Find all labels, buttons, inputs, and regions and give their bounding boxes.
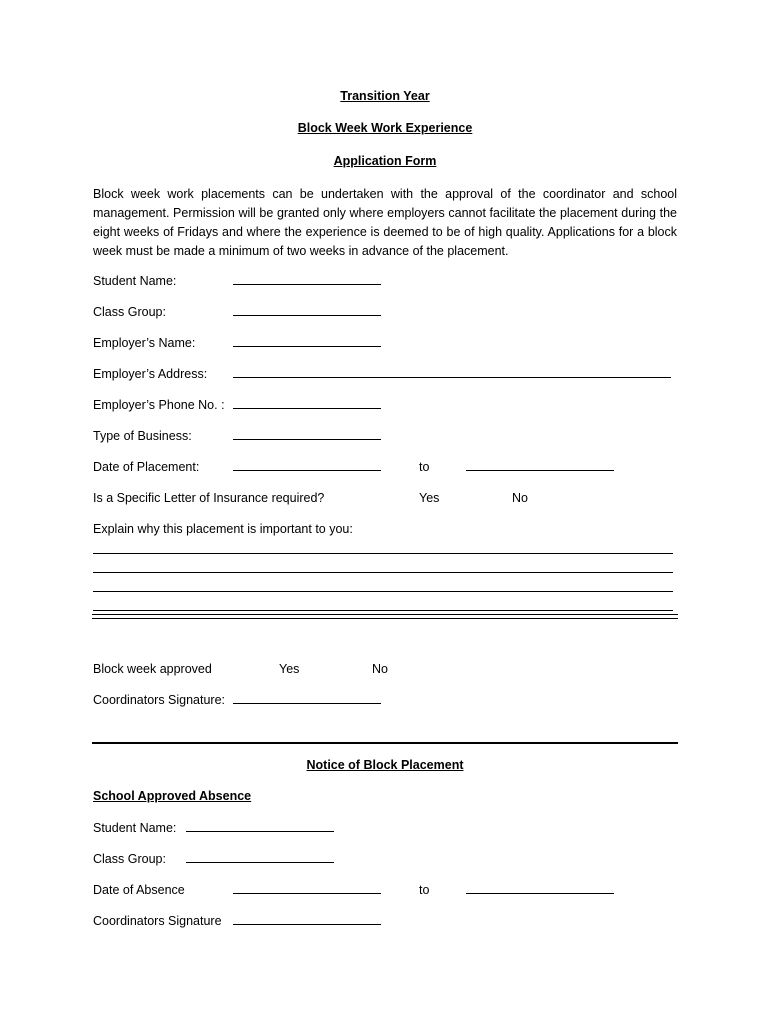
approval-no-option[interactable]: No	[372, 662, 388, 676]
explain-line-3[interactable]	[93, 591, 673, 592]
notice-coordinator-signature-label: Coordinators Signature	[93, 914, 222, 928]
student-name-field[interactable]	[233, 272, 381, 285]
notice-divider	[92, 742, 678, 744]
employer-name-label: Employer’s Name:	[93, 336, 196, 350]
insurance-question-label: Is a Specific Letter of Insurance required?	[93, 491, 325, 505]
coordinator-signature-field[interactable]	[233, 691, 381, 704]
document-title: Transition Year	[340, 89, 430, 103]
placement-to-label: to	[419, 460, 430, 474]
class-group-field[interactable]	[233, 303, 381, 316]
notice-coordinator-signature-field[interactable]	[233, 912, 381, 925]
employer-name-field[interactable]	[233, 334, 381, 347]
business-type-field[interactable]	[233, 427, 381, 440]
notice-class-group-field[interactable]	[186, 850, 334, 863]
absence-to-label: to	[419, 883, 430, 897]
notice-student-name-label: Student Name:	[93, 821, 177, 835]
employer-address-field[interactable]	[233, 365, 671, 378]
insurance-no-option[interactable]: No	[512, 491, 528, 505]
employer-phone-label: Employer’s Phone No. :	[93, 398, 225, 412]
approval-yes-option[interactable]: Yes	[279, 662, 300, 676]
employer-address-label: Employer’s Address:	[93, 367, 208, 381]
absence-date-label: Date of Absence	[93, 883, 185, 897]
explain-line-4[interactable]	[93, 610, 673, 611]
section-divider	[92, 614, 678, 619]
absence-start-date-field[interactable]	[233, 881, 381, 894]
notice-title: Notice of Block Placement	[306, 758, 464, 772]
insurance-yes-option[interactable]: Yes	[419, 491, 440, 505]
notice-class-group-label: Class Group:	[93, 852, 166, 866]
placement-end-date-field[interactable]	[466, 458, 614, 471]
explain-line-2[interactable]	[93, 572, 673, 573]
block-week-approved-label: Block week approved	[93, 662, 212, 676]
placement-start-date-field[interactable]	[233, 458, 381, 471]
coordinator-signature-label: Coordinators Signature:	[93, 693, 226, 707]
placement-date-label: Date of Placement:	[93, 460, 200, 474]
employer-phone-field[interactable]	[233, 396, 381, 409]
notice-student-name-field[interactable]	[186, 819, 334, 832]
class-group-label: Class Group:	[93, 305, 166, 319]
business-type-label: Type of Business:	[93, 429, 192, 443]
explain-line-1[interactable]	[93, 553, 673, 554]
notice-subtitle: School Approved Absence	[93, 789, 252, 803]
student-name-label: Student Name:	[93, 274, 177, 288]
intro-paragraph: Block week work placements can be undertaken with the approval of the coordinator and school management. Permission will be granted only where employers cannot facilitate the placement during the eight weeks of Fridays and where the experience is deemed to be of high quality. Applications for a block week must be made a minimum of two weeks in advance of the placement.	[93, 187, 677, 258]
document-subtitle: Block Week Work Experience	[297, 121, 473, 135]
explain-label: Explain why this placement is important to you:	[93, 522, 353, 536]
form-title: Application Form	[333, 154, 437, 168]
absence-end-date-field[interactable]	[466, 881, 614, 894]
